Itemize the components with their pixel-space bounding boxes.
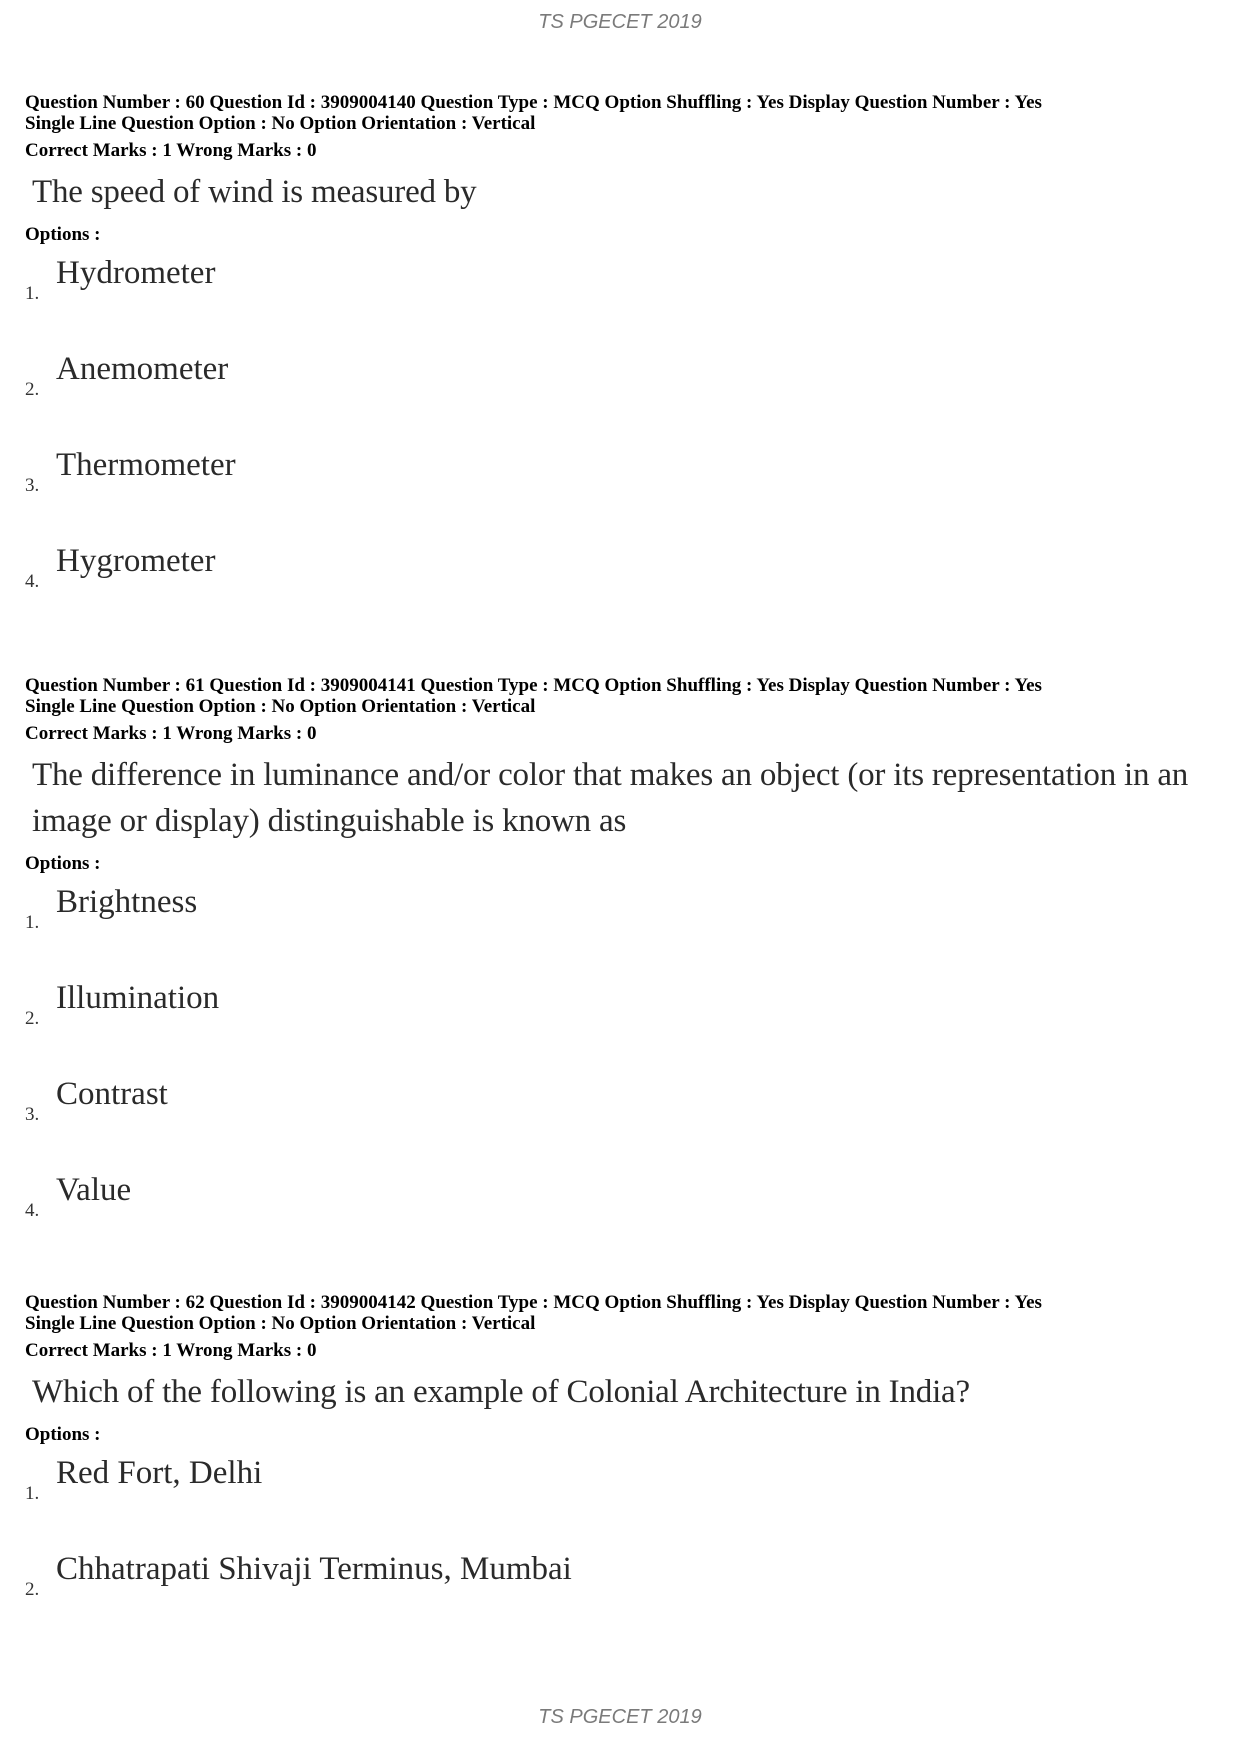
- option-item[interactable]: [25, 1164, 1225, 1260]
- question-meta-options: Single Line Question Option : No Option Orientation : Vertical: [25, 1313, 536, 1334]
- page-footer: TS PGECET 2019: [538, 1706, 702, 1728]
- option-number: 1.: [25, 912, 40, 933]
- option-number: 3.: [25, 1104, 40, 1125]
- option-number: 2.: [25, 379, 40, 400]
- option-item[interactable]: [25, 1543, 1225, 1639]
- question-meta: Question Number : 60 Question Id : 3909004140 Question Type : MCQ Option Shuffling : Yes Display Question Number : Yes: [25, 92, 1042, 113]
- option-text: Chhatrapati Shivaji Terminus, Mumbai: [56, 1551, 572, 1587]
- option-item[interactable]: [25, 343, 1225, 439]
- option-item[interactable]: [25, 1447, 1225, 1543]
- option-item[interactable]: [25, 247, 1225, 343]
- option-number: 1.: [25, 1483, 40, 1504]
- option-text: Contrast: [56, 1076, 168, 1112]
- option-number: 2.: [25, 1579, 40, 1600]
- question-text: Which of the following is an example of Colonial Architecture in India?: [32, 1374, 970, 1410]
- question-meta: Question Number : 61 Question Id : 3909004141 Question Type : MCQ Option Shuffling : Yes Display Question Number : Yes: [25, 675, 1042, 696]
- option-number: 4.: [25, 571, 40, 592]
- question-marks: Correct Marks : 1 Wrong Marks : 0: [25, 723, 317, 744]
- option-item[interactable]: [25, 1068, 1225, 1164]
- option-text: Value: [56, 1172, 132, 1208]
- option-item[interactable]: [25, 535, 1225, 631]
- option-number: 3.: [25, 475, 40, 496]
- question-block: [25, 675, 1225, 1260]
- option-text: Anemometer: [56, 351, 229, 387]
- option-number: 2.: [25, 1008, 40, 1029]
- option-number: 1.: [25, 283, 40, 304]
- question-text: The speed of wind is measured by: [32, 174, 477, 210]
- question-meta-options: Single Line Question Option : No Option Orientation : Vertical: [25, 696, 536, 717]
- option-number: 4.: [25, 1200, 40, 1221]
- options-label: Options :: [25, 224, 101, 245]
- question-block: [25, 92, 1225, 631]
- option-text: Red Fort, Delhi: [56, 1455, 263, 1491]
- option-item[interactable]: [25, 972, 1225, 1068]
- options-label: Options :: [25, 1424, 101, 1445]
- option-text: Hygrometer: [56, 543, 216, 579]
- option-text: Hydrometer: [56, 255, 216, 291]
- option-text: Illumination: [56, 980, 220, 1016]
- option-item[interactable]: [25, 876, 1225, 972]
- page-header: TS PGECET 2019: [538, 11, 702, 33]
- question-meta: Question Number : 62 Question Id : 3909004142 Question Type : MCQ Option Shuffling : Yes Display Question Number : Yes: [25, 1292, 1042, 1313]
- option-item[interactable]: [25, 439, 1225, 535]
- question-marks: Correct Marks : 1 Wrong Marks : 0: [25, 140, 317, 161]
- options-label: Options :: [25, 853, 101, 874]
- question-marks: Correct Marks : 1 Wrong Marks : 0: [25, 1340, 317, 1361]
- option-text: Thermometer: [56, 447, 236, 483]
- question-text: The difference in luminance and/or color that makes an object (or its representation in an image or display) distinguishable is known as: [32, 757, 1189, 839]
- option-text: Brightness: [56, 884, 198, 920]
- question-meta-options: Single Line Question Option : No Option Orientation : Vertical: [25, 113, 536, 134]
- question-block: [25, 1292, 1225, 1639]
